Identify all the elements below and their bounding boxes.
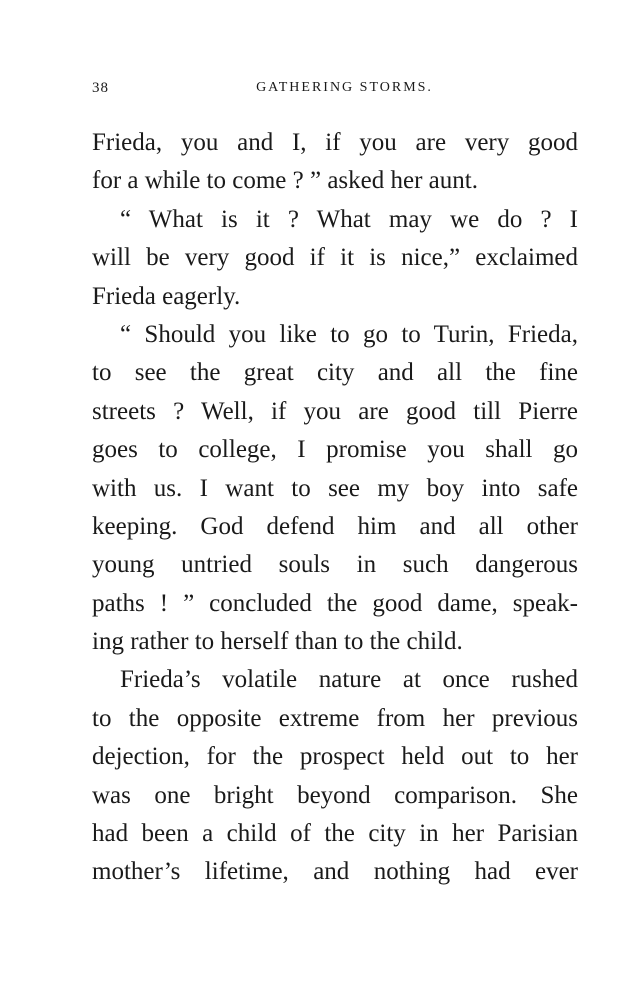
text-line: Frieda, you and I, if you are very good [92, 129, 578, 156]
text-line: young untried souls in such dangerous [92, 551, 578, 579]
text-line: to see the great city and all the fine [92, 359, 578, 387]
running-head [92, 80, 577, 102]
text-line: was one bright beyond comparison. She [92, 781, 578, 809]
text-line: mother’s lifetime, and nothing had ever [92, 858, 578, 886]
text-line: goes to college, I promise you shall go [92, 436, 578, 464]
page-number: 38 [92, 80, 109, 96]
text-line: Frieda eagerly. [92, 282, 241, 310]
text-line: will be very good if it is nice,” exclaimed [92, 244, 578, 272]
text-line: “ What is it ? What may we do ? I [120, 205, 578, 233]
text-line: dejection, for the prospect held out to her [92, 743, 578, 771]
text-line: Frieda’s volatile nature at once rushed [120, 666, 578, 694]
text-line: keeping. God defend him and all other [92, 512, 578, 540]
running-head-title: GATHERING STORMS. [256, 80, 433, 95]
text-line: with us. I want to see my boy into safe [92, 474, 578, 502]
text-line: to the opposite extreme from her previous [92, 704, 578, 732]
text-line: paths ! ” concluded the good dame, speak- [92, 589, 578, 617]
text-line: ing rather to herself than to the child. [92, 628, 463, 656]
text-line: “ Should you like to go to Turin, Frieda, [120, 320, 578, 348]
body-text [92, 124, 578, 892]
text-line: streets ? Well, if you are good till Pierre [92, 397, 578, 425]
text-line: for a while to come ? ” asked her aunt. [92, 167, 478, 195]
text-line: had been a child of the city in her Parisian [92, 820, 578, 848]
